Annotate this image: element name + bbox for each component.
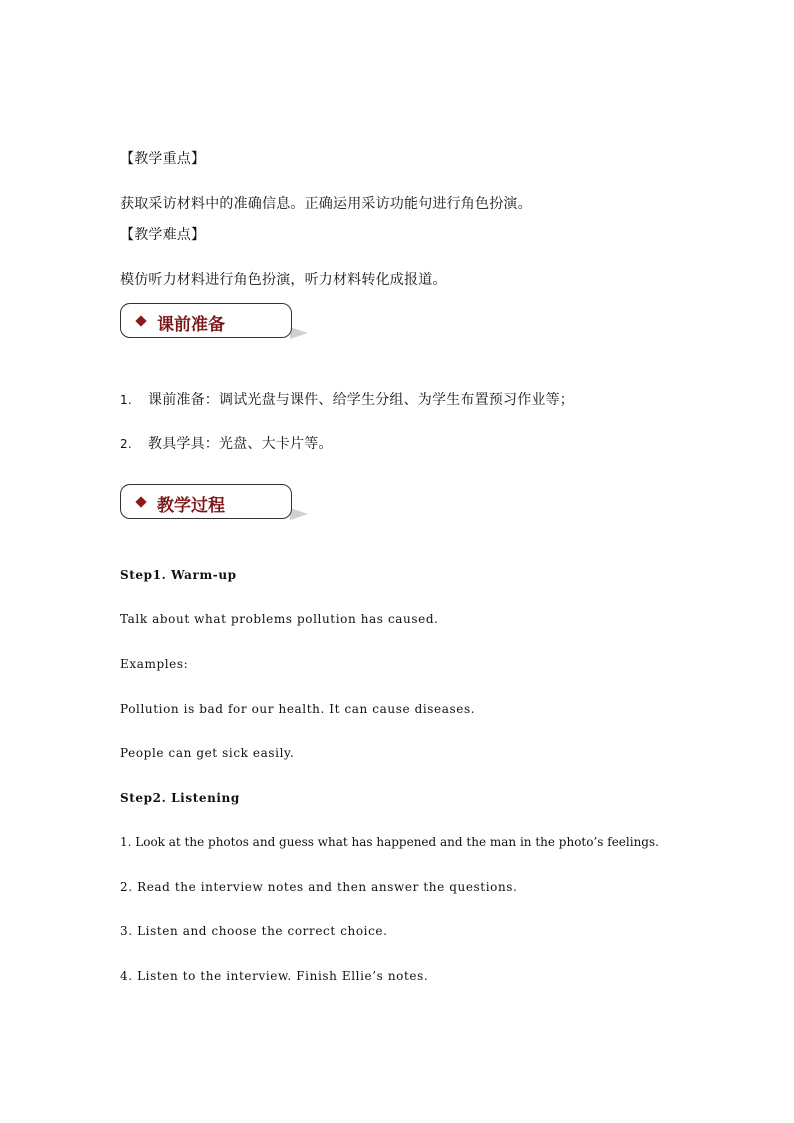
prep-item-1-number: 1. [120,393,132,407]
prep-section-header [120,303,292,338]
step1-line: Pollution is bad for our health. It can cause diseases. [120,702,476,716]
key-points-heading: 【教学重点】 [120,151,206,167]
difficulties-text: 模仿听力材料进行角色扮演，听力材料转化成报道。 [120,272,447,288]
step1-line: Examples: [120,657,189,671]
process-section-title: 教学过程 [157,496,225,516]
prep-item-2 [120,433,333,453]
step2-line: 4. Listen to the interview. Finish Ellie’s notes. [120,969,429,983]
prep-item-1-text: 课前准备：调试光盘与课件、给学生分组、为学生布置预习作业等； [148,392,574,408]
prep-header-shadow [290,327,308,339]
prep-item-2-number: 2. [120,437,132,451]
prep-item-2-text: 教具学具：光盘、大卡片等。 [148,436,333,452]
step1-line: Talk about what problems pollution has caused. [120,612,439,626]
process-header-shadow [290,508,308,520]
step2-line: 2. Read the interview notes and then answer the questions. [120,880,518,894]
key-points-text: 获取采访材料中的准确信息。正确运用采访功能句进行角色扮演。 [120,196,532,212]
diamond-bullet-icon [135,496,146,507]
step2-line: 3. Listen and choose the correct choice. [120,924,388,938]
process-section-header [120,484,292,519]
step2-title: Step2. Listening [120,791,240,805]
difficulties-heading: 【教学难点】 [120,227,206,243]
prep-item-1 [120,389,574,409]
step1-title: Step1. Warm-up [120,568,237,582]
step1-line: People can get sick easily. [120,746,295,760]
prep-section-title: 课前准备 [157,315,225,335]
diamond-bullet-icon [135,315,146,326]
step2-line: 1. Look at the photos and guess what has happened and the man in the photo’s feelings. [120,835,659,849]
